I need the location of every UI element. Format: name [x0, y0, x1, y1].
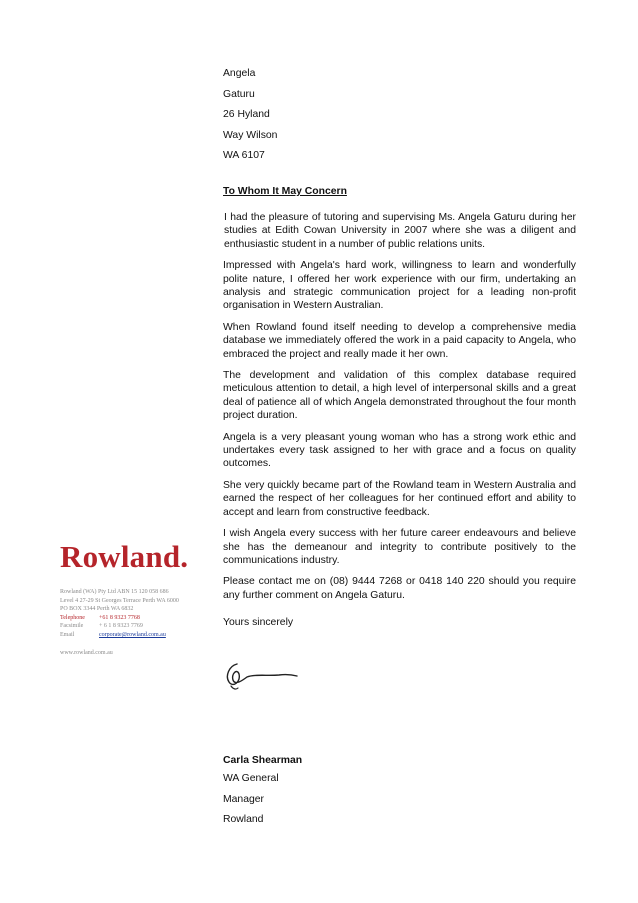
facsimile-row [60, 622, 220, 631]
recipient-line: 26 Hyland [223, 109, 270, 121]
facsimile-label: Facsimile [60, 623, 84, 630]
signer-name: Carla Shearman [223, 754, 303, 766]
telephone-label: Telephone [60, 614, 85, 621]
letter-subject: To Whom It May Concern [223, 185, 347, 197]
closing-salutation: Yours sincerely [223, 617, 294, 629]
letter-paragraph: Angela is a very pleasant young woman who has a strong work ethic and undertakes every task assigned to her with grace and a focus on quality outcomes. [223, 431, 576, 470]
company-registration: Rowland (WA) Pty Ltd ABN 15 120 058 686 [60, 589, 169, 595]
recipient-line: Way Wilson [223, 129, 278, 141]
email-label: Email [60, 631, 75, 638]
email-row [60, 631, 220, 640]
letter-paragraph: I wish Angela every success with her future career endeavours and believe she has the demeanour and integrity to contribute positively to the communications industry. [223, 528, 576, 566]
website-link[interactable]: www.rowland.com.au [60, 649, 113, 656]
recipient-line: Gaturu [223, 88, 255, 100]
letterhead [60, 540, 220, 657]
letter-paragraph: When Rowland found itself needing to develop a comprehensive media database we immediately offered the work in a paid capacity to Angela, who embraced the project and really made it her own. [223, 321, 576, 360]
letter-paragraph: She very quickly became part of the Rowland team in Western Australia and earned the respect of her colleagues for her continued effort and ability to accept and learn from constructive feedback. [223, 479, 576, 518]
letter-paragraph: I had the pleasure of tutoring and supervising Ms. Angela Gaturu during her studies at Edith Cowan University in 2007 where she was a diligent and enthusiastic student in a number of public relations units. [224, 211, 576, 250]
signature-image [223, 658, 303, 692]
company-postal-address: PO BOX 3344 Perth WA 6832 [60, 606, 134, 613]
recipient-line: Angela [223, 68, 256, 79]
signer-title-line: WA General [223, 772, 279, 784]
letter-paragraph: Impressed with Angela's hard work, willingness to learn and wonderfully polite nature, I offered her work experience with our firm, undertaking an analysis and strategic communication project for a leading non-profit organisation in Western Australian. [223, 260, 576, 312]
telephone-value: +61 8 9323 7768 [99, 614, 140, 621]
recipient-line: WA 6107 [223, 150, 265, 162]
telephone-row [60, 614, 220, 623]
signer-company: Rowland [223, 814, 264, 826]
email-link[interactable]: corporate@rowland.com.au [99, 631, 166, 638]
company-logo: Rowland. [60, 539, 189, 574]
letter-paragraph: The development and validation of this complex database required meticulous attention to detail, a high level of interpersonal skills and a great deal of patience all of which Angela demonstrated throughout the four month project duration. [223, 370, 576, 422]
facsimile-value: + 6 1 8 9323 7769 [99, 623, 143, 630]
letter-body [223, 67, 576, 834]
signer-title-line: Manager [223, 793, 265, 805]
company-street-address: Level 4 27-29 St Georges Terrace Perth WA 6000 [60, 597, 179, 604]
letter-paragraph: Please contact me on (08) 9444 7268 or 0418 140 220 should you require any further comment on Angela Gaturu. [223, 576, 576, 601]
